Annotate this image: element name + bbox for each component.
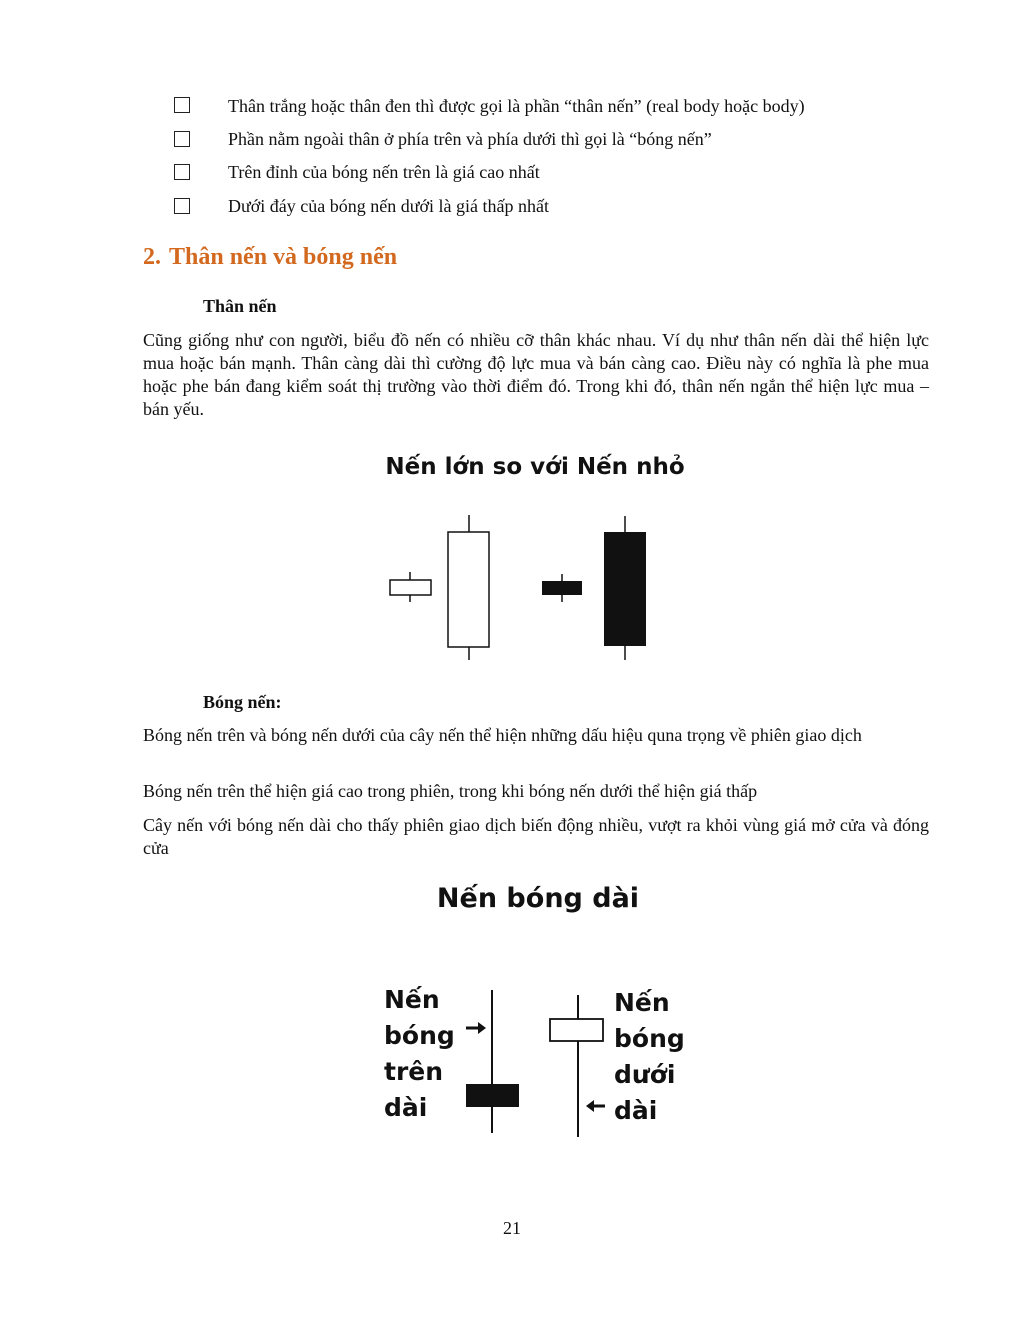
upper-shadow-label: Nến bóng trên dài: [384, 985, 455, 1122]
shadow-paragraph: Cây nến với bóng nến dài cho thấy phiên giao dịch biến động nhiều, vượt ra khỏi vùng giá mở cửa và đóng cửa: [143, 815, 929, 858]
bullet-item: Trên đỉnh của bóng nến trên là giá cao nhất: [228, 162, 540, 182]
checkbox-icon: [174, 131, 190, 147]
section-heading: [143, 242, 397, 272]
checkbox-icon: [174, 97, 190, 113]
candle-size-figure: [380, 510, 660, 670]
checkbox-icon: [174, 164, 190, 180]
bullet-item: Phần nằm ngoài thân ở phía trên và phía dưới thì gọi là “bóng nến”: [228, 129, 712, 149]
figure-title: Nến bóng dài: [436, 883, 640, 914]
shadow-paragraph: Bóng nến trên thể hiện giá cao trong phiên, trong khi bóng nến dưới thể hiện giá thấp: [143, 781, 758, 801]
section-number: 2.: [143, 244, 161, 270]
small-white-candle: [390, 572, 431, 602]
left-arrow-icon: [586, 1100, 605, 1112]
shadow-paragraph: Bóng nến trên và bóng nến dưới của cây nến thể hiện những dấu hiệu quna trọng về phiên giao dịch: [143, 725, 862, 745]
subsection-title-body: Thân nến: [203, 296, 277, 316]
subsection-title-shadow: Bóng nến:: [203, 692, 282, 712]
right-arrow-icon: [466, 1022, 486, 1034]
lower-shadow-label: Nến bóng dưới dài: [614, 988, 685, 1125]
section-title: Thân nến và bóng nến: [169, 244, 398, 270]
large-black-candle: [604, 516, 646, 660]
upper-shadow-candle: [466, 990, 519, 1133]
figure-title: Nến lớn so với Nến nhỏ: [385, 454, 685, 480]
body-paragraph: Cũng giống như con người, biểu đồ nến có nhiều cỡ thân khác nhau. Ví dụ như thân nến dài thể hiện lực mua hoặc bán mạnh. Thân càng dài thì cường độ lực mua và bán càng cao. Điều này có nghĩa là phe mua hoặc phe bán đang kiểm soát thị trường vào thời điểm đó. Trong khi đó, thân nến ngắn thể hiện lực mua – bán yếu.: [143, 330, 929, 419]
checkbox-icon: [174, 198, 190, 214]
page-number: 21: [503, 1218, 521, 1238]
bullet-item: Thân trắng hoặc thân đen thì được gọi là phần “thân nến” (real body hoặc body): [228, 96, 805, 116]
large-white-candle: [448, 515, 489, 660]
small-black-candle: [542, 574, 582, 602]
lower-shadow-candle: [550, 995, 603, 1137]
bullet-item: Dưới đáy của bóng nến dưới là giá thấp nhất: [228, 196, 549, 216]
long-shadow-figure: [455, 985, 615, 1145]
